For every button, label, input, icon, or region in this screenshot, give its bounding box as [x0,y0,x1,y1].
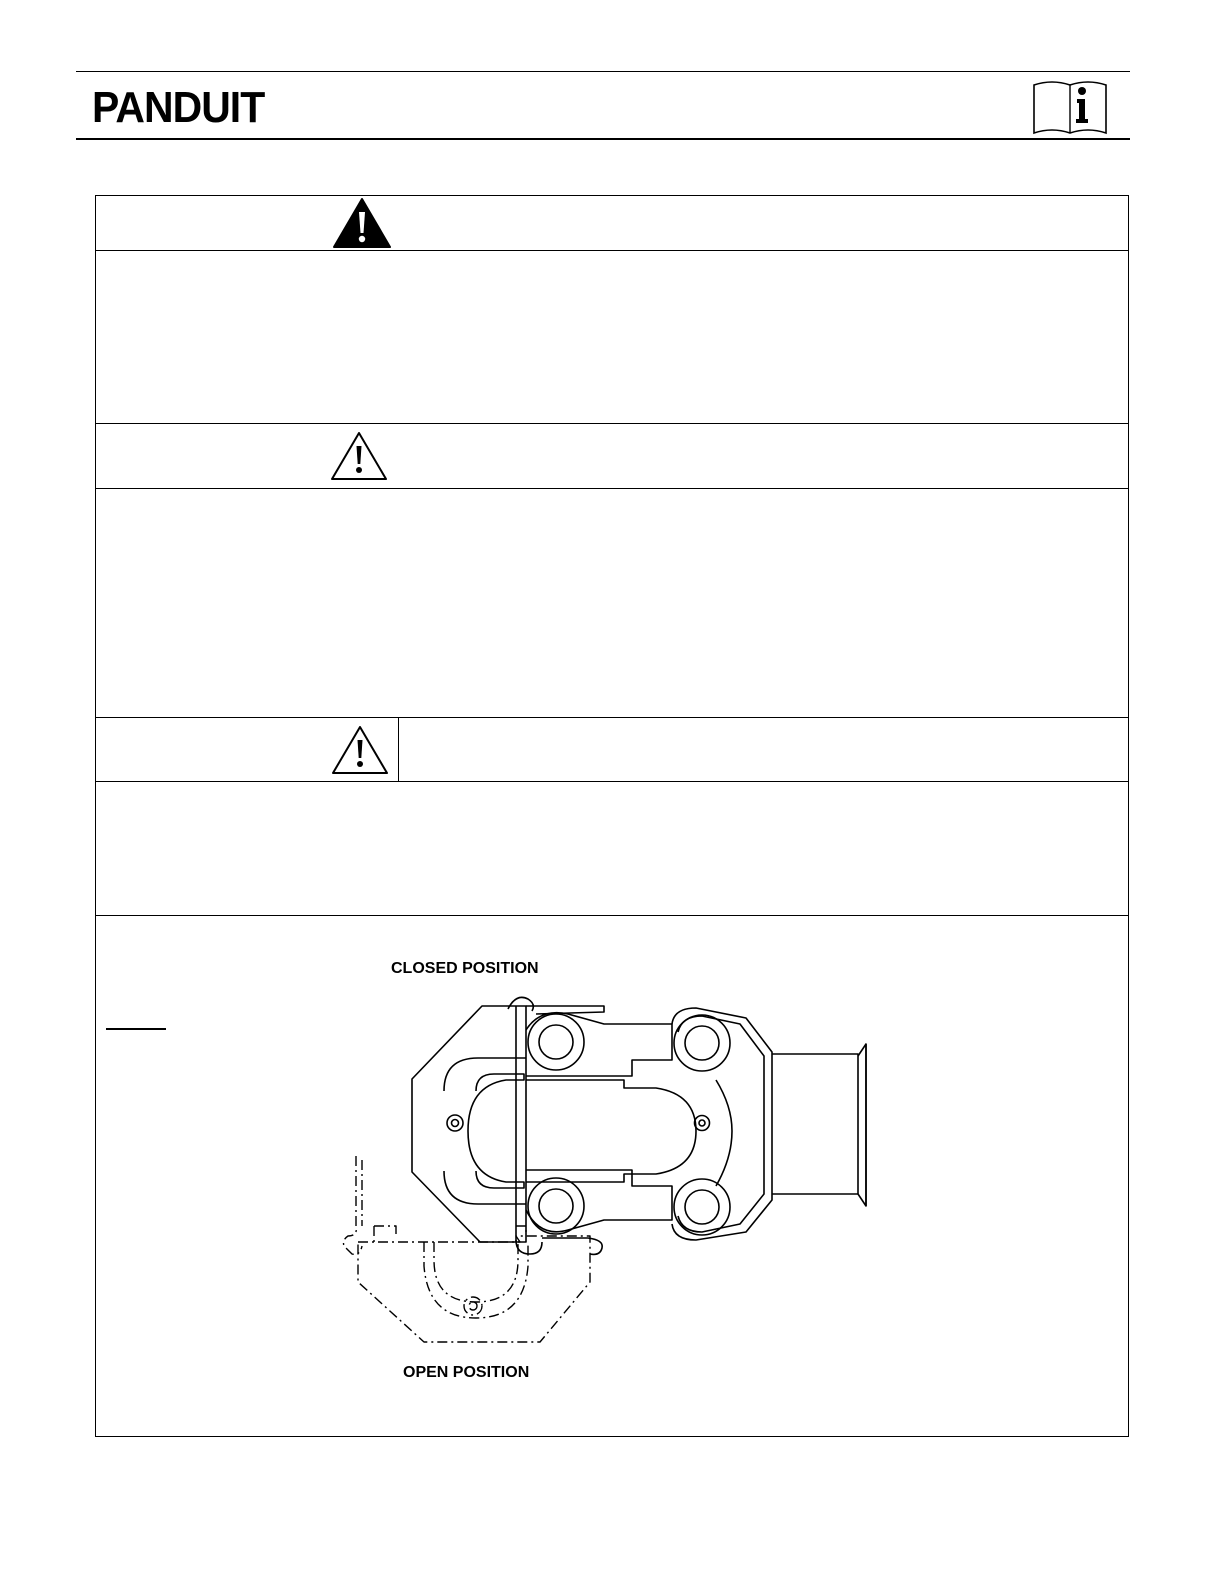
safety-frame [95,195,1129,1437]
header-bottom-rule [76,138,1130,140]
crimp-head-diagram [96,196,1128,1436]
manual-info-icon [1032,77,1108,137]
header-top-rule [76,71,1130,72]
panduit-logo: PANDUIT [92,83,265,132]
closed-position-label: CLOSED POSITION [391,960,539,977]
open-position-label: OPEN POSITION [403,1364,530,1381]
